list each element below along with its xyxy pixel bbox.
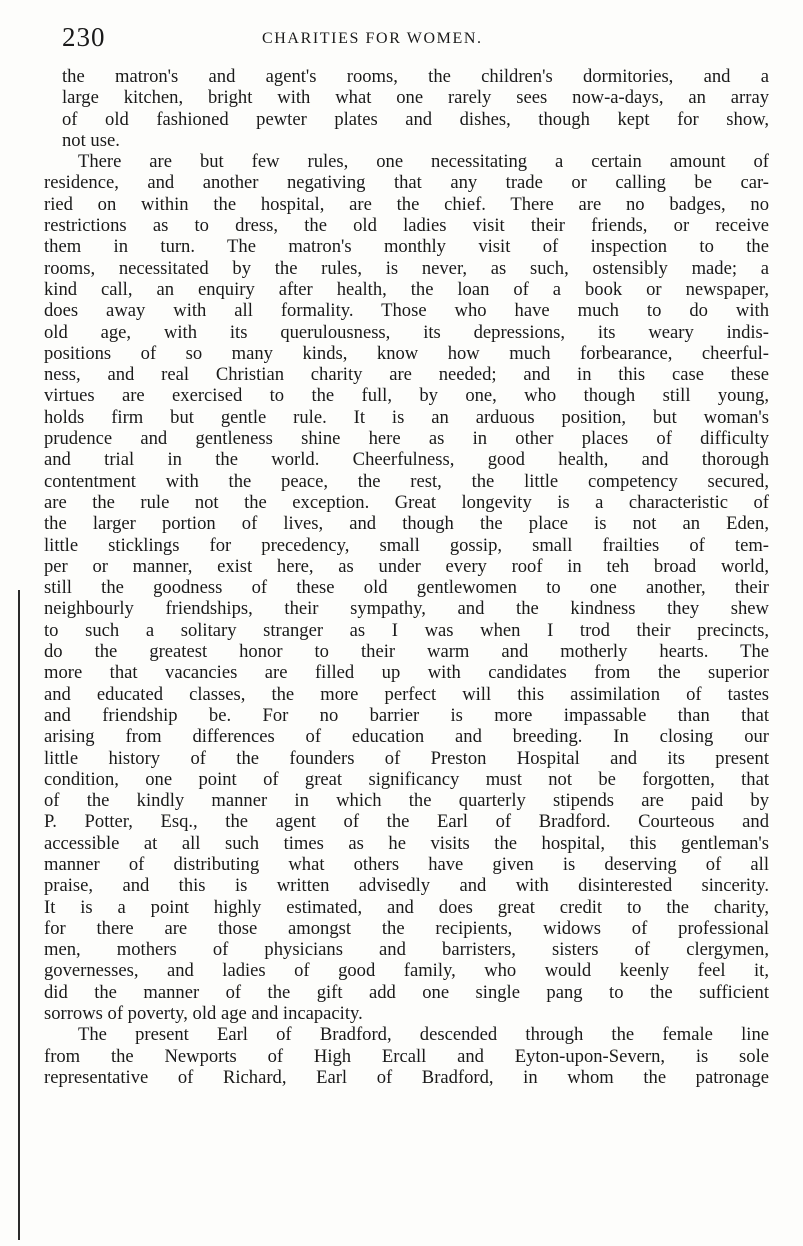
- text-line: still the goodness of these old gentlewomen to one another, their: [44, 577, 769, 599]
- text-line: little sticklings for precedency, small gossip, small frailties of tem-: [44, 534, 769, 556]
- text-line: holds firm but gentle rule. It is an arduous position, but woman's: [44, 406, 769, 428]
- page-header: [62, 22, 769, 56]
- text-line: residence, and another negativing that any trade or calling be car-: [44, 172, 769, 194]
- text-line: and educated classes, the more perfect will this assimilation of tastes: [44, 683, 769, 705]
- text-line: rooms, necessitated by the rules, is never, as such, ostensibly made; a: [44, 257, 769, 279]
- text-line: restrictions as to dress, the old ladies visit their friends, or receive: [44, 215, 769, 237]
- text-line: prudence and gentleness shine here as in other places of difficulty: [44, 428, 769, 450]
- text-line: governesses, and ladies of good family, who would keenly feel it,: [44, 960, 769, 982]
- text-line: kind call, an enquiry after health, the loan of a book or newspaper,: [44, 278, 769, 300]
- text-line: positions of so many kinds, know how much forbearance, cheerful-: [44, 342, 769, 364]
- text-line: of old fashioned pewter plates and dishes, though kept for show,: [62, 108, 769, 130]
- text-line: old age, with its querulousness, its depressions, its weary indis-: [44, 321, 769, 343]
- running-head: CHARITIES FOR WOMEN.: [262, 30, 483, 47]
- text-line: did the manner of the gift add one single pang to the sufficient: [44, 981, 769, 1003]
- text-line: praise, and this is written advisedly and with disinterested sincerity.: [44, 875, 769, 897]
- page-number: 230: [62, 22, 106, 52]
- text-line: accessible at all such times as he visits the hospital, this gentleman's: [44, 832, 769, 854]
- text-line: more that vacancies are filled up with candidates from the superior: [44, 662, 769, 684]
- text-line: arising from differences of education and breeding. In closing our: [44, 726, 769, 748]
- text-line: large kitchen, bright with what one rarely sees now-a-days, an array: [62, 87, 769, 109]
- text-line: for there are those amongst the recipients, widows of professional: [44, 917, 769, 939]
- text-line: virtues are exercised to the full, by one, who though still young,: [44, 385, 769, 407]
- text-line: It is a point highly estimated, and does great credit to the charity,: [44, 896, 769, 918]
- text-line: the larger portion of lives, and though the place is not an Eden,: [44, 513, 769, 535]
- text-line: neighbourly friendships, their sympathy, and the kindness they shew: [44, 598, 769, 620]
- text-line: men, mothers of physicians and barristers, sisters of clergymen,: [44, 939, 769, 961]
- text-line: little history of the founders of Preston Hospital and its present: [44, 747, 769, 769]
- text-line: condition, one point of great significancy must not be forgotten, that: [44, 768, 769, 790]
- text-line: are the rule not the exception. Great longevity is a characteristic of: [44, 491, 769, 513]
- text-line: and trial in the world. Cheerfulness, good health, and thorough: [44, 449, 769, 471]
- text-line: not use.: [62, 129, 120, 151]
- text-line: ried on within the hospital, are the chief. There are no badges, no: [44, 193, 769, 215]
- text-line: them in turn. The matron's monthly visit of inspection to the: [44, 236, 769, 258]
- text-line: to such a solitary stranger as I was when I trod their precincts,: [44, 619, 769, 641]
- text-line: does away with all formality. Those who have much to do with: [44, 300, 769, 322]
- text-line: of the kindly manner in which the quarterly stipends are paid by: [44, 790, 769, 812]
- page-edge-rule: [18, 590, 20, 1240]
- body-text: [44, 66, 769, 1088]
- text-line: and friendship be. For no barrier is more impassable than that: [44, 704, 769, 726]
- text-line: per or manner, exist here, as under every roof in teh broad world,: [44, 555, 769, 577]
- text-line: the matron's and agent's rooms, the children's dormitories, and a: [62, 66, 769, 87]
- text-line: sorrows of poverty, old age and incapacity.: [44, 1003, 363, 1025]
- text-line: manner of distributing what others have given is deserving of all: [44, 853, 769, 875]
- paragraph-start-line: The present Earl of Bradford, descended through the female line: [78, 1024, 769, 1046]
- paragraph-start-line: There are but few rules, one necessitating a certain amount of: [78, 151, 769, 173]
- text-line: representative of Richard, Earl of Bradford, in whom the patronage: [44, 1066, 769, 1088]
- text-line: P. Potter, Esq., the agent of the Earl of Bradford. Courteous and: [44, 811, 769, 833]
- text-line: do the greatest honor to their warm and motherly hearts. The: [44, 641, 769, 663]
- text-line: from the Newports of High Ercall and Eyton-upon-Severn, is sole: [44, 1045, 769, 1067]
- text-line: contentment with the peace, the rest, the little competency secured,: [44, 470, 769, 492]
- text-line: ness, and real Christian charity are needed; and in this case these: [44, 364, 769, 386]
